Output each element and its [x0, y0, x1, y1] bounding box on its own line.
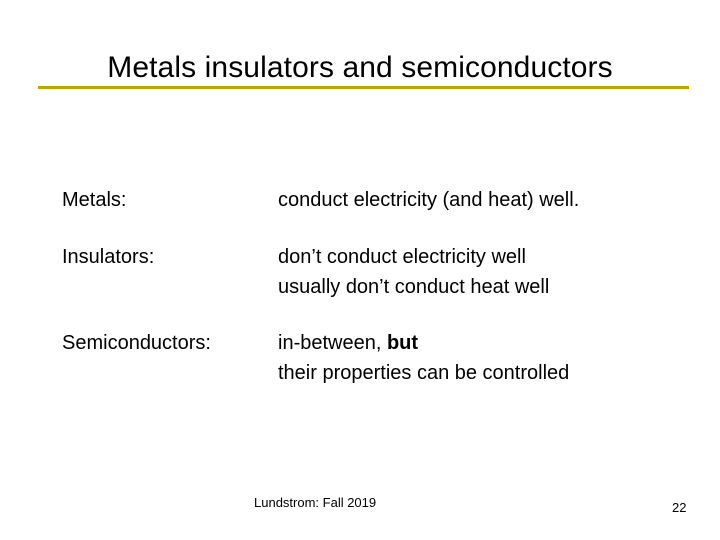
- definition-text: [278, 185, 579, 215]
- page-number: 22: [672, 500, 687, 515]
- footer-credit: Lundstrom: Fall 2019: [254, 495, 377, 510]
- definition-line: usually don’t conduct heat well: [278, 276, 550, 298]
- term-label: Semiconductors:: [62, 332, 211, 354]
- definition-line: conduct electricity (and heat) well.: [278, 189, 580, 211]
- term-label: Metals:: [62, 189, 127, 211]
- title-underline: [38, 86, 689, 89]
- definition-line: don’t conduct electricity well: [278, 246, 526, 268]
- definition-text: [278, 328, 569, 388]
- definition-text: [278, 242, 549, 302]
- definition-segment: in-between,: [278, 332, 387, 354]
- term-label: Insulators:: [62, 246, 155, 268]
- slide-title: Metals insulators and semiconductors: [107, 51, 613, 84]
- definition-line: [278, 328, 569, 358]
- definition-line: their properties can be controlled: [278, 362, 570, 384]
- emphasis-text: but: [386, 332, 419, 354]
